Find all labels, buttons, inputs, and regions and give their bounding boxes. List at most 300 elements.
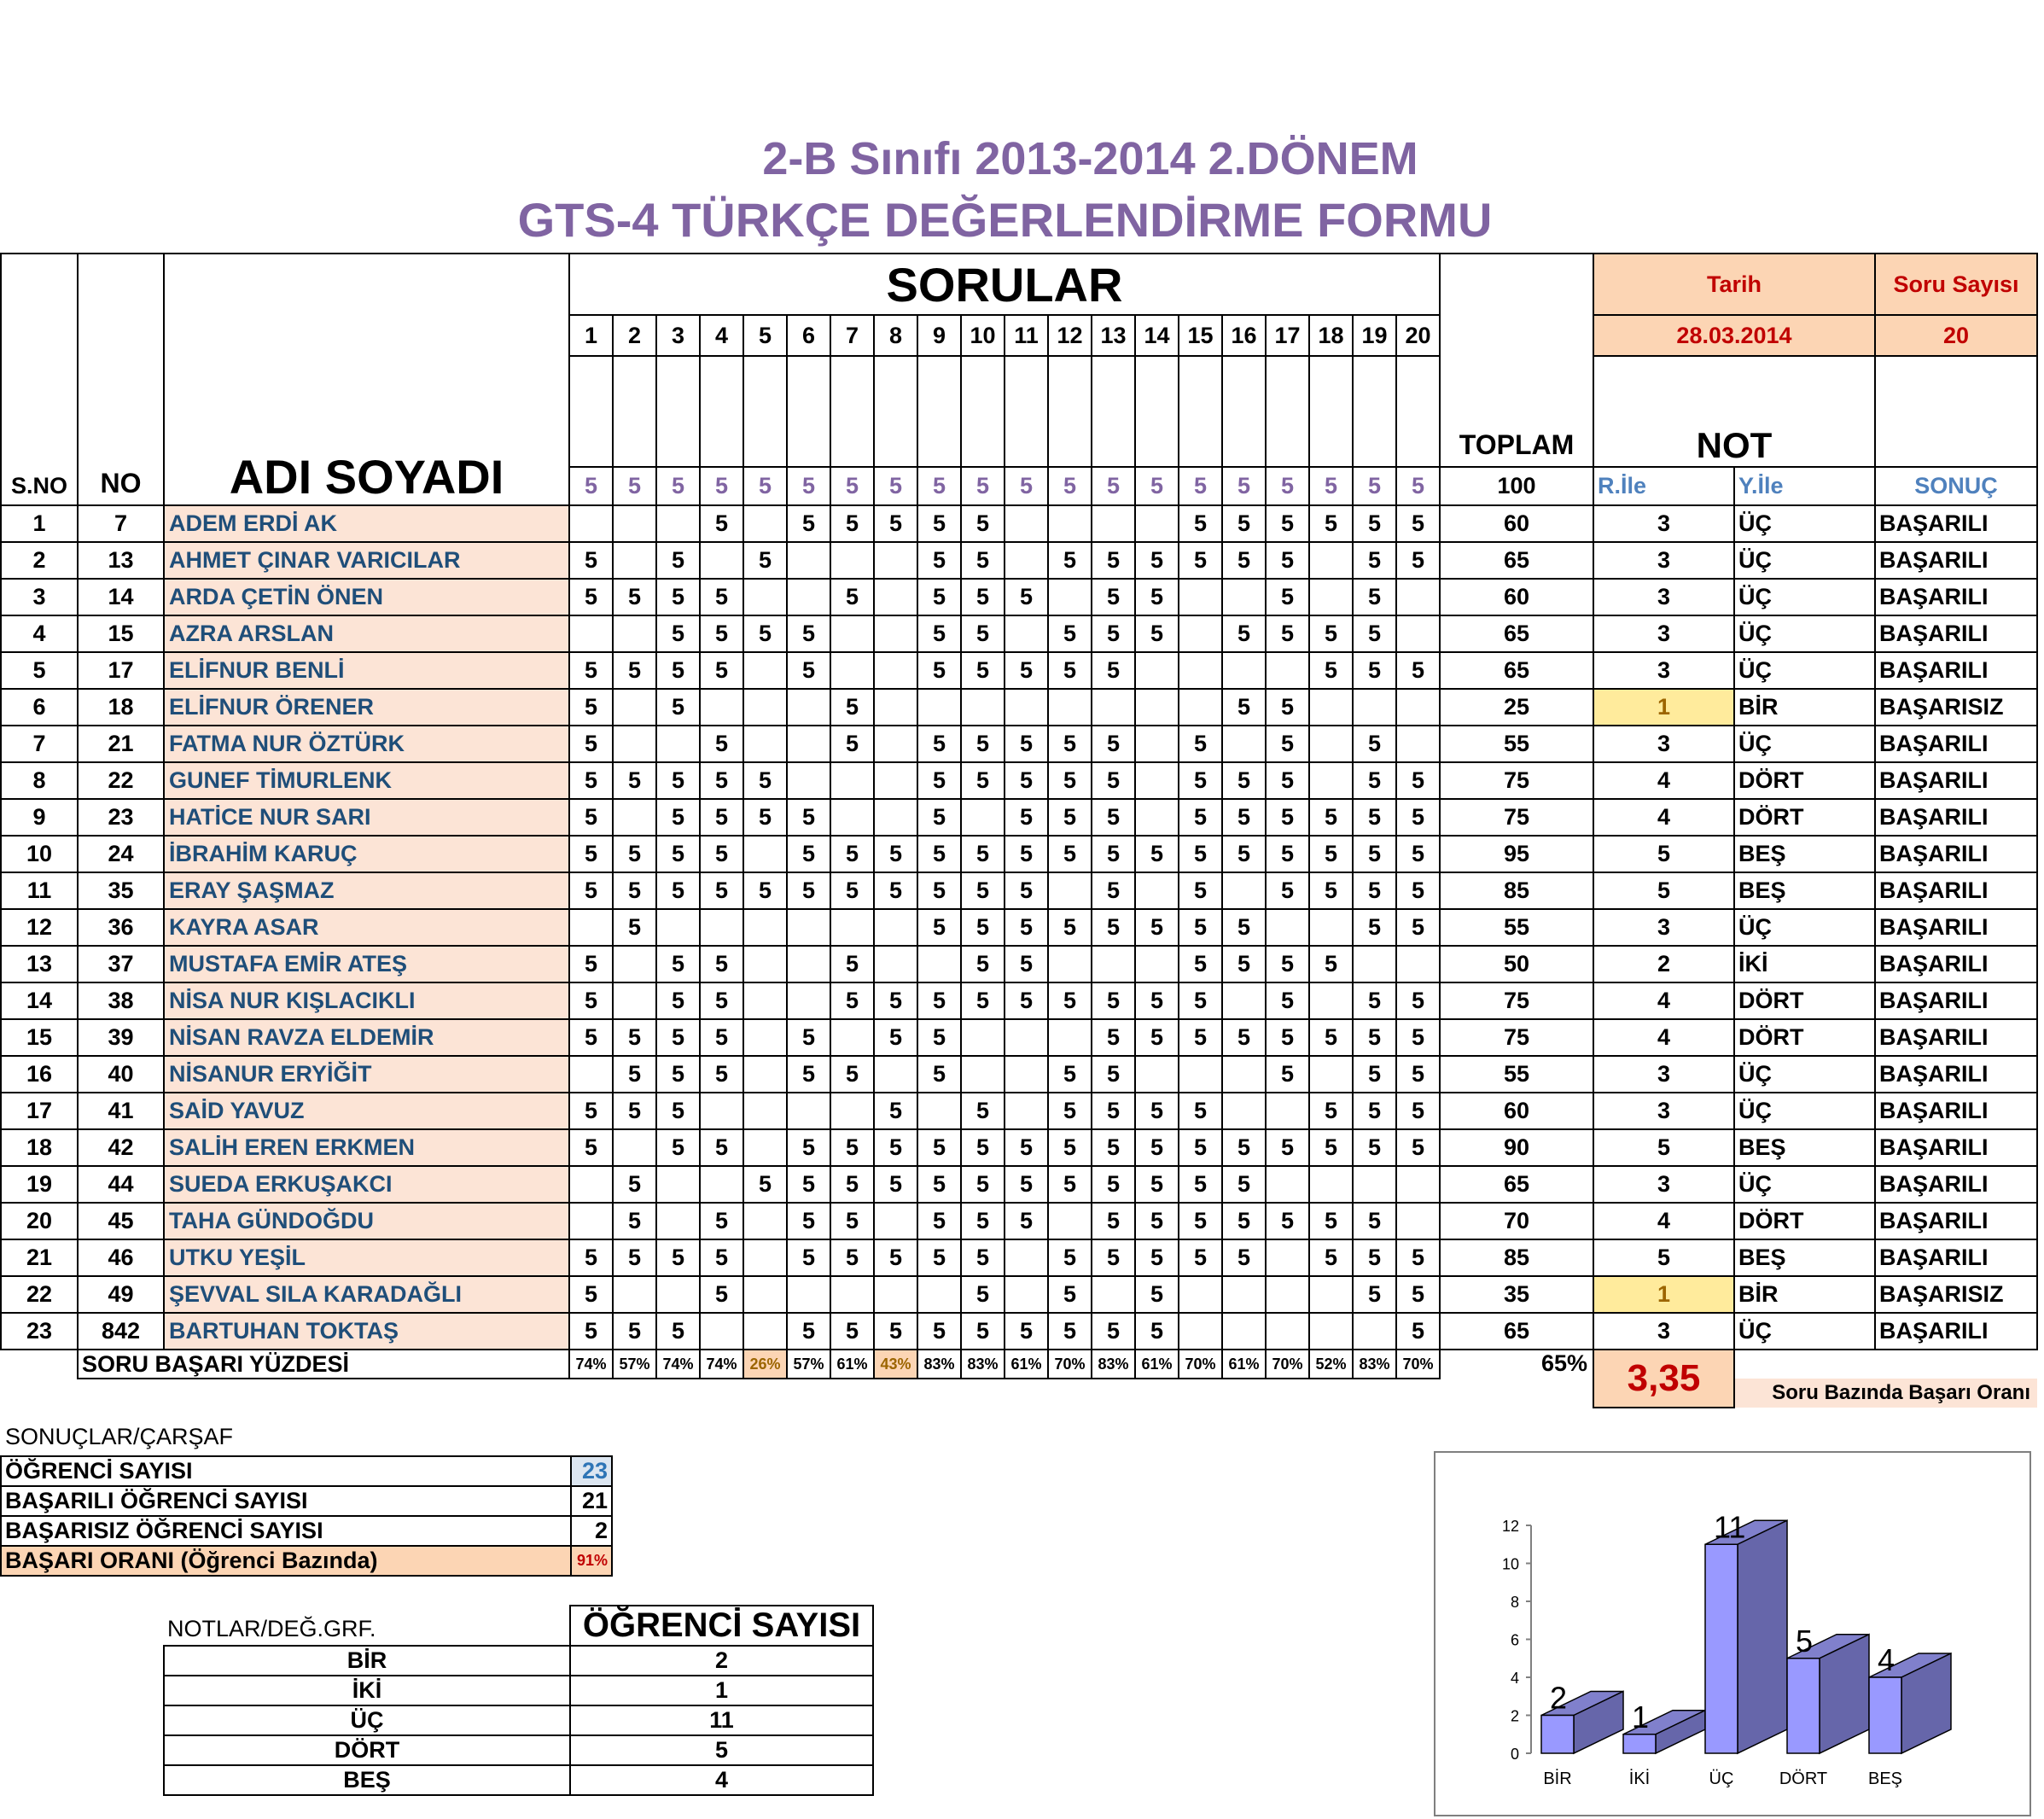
answer-cell — [1309, 579, 1353, 615]
student-grade: 3 — [1593, 652, 1734, 689]
student-result: BAŞARISIZ — [1875, 1276, 2037, 1313]
answer-cell: 5 — [1222, 1239, 1266, 1276]
answer-cell: 5 — [874, 1129, 917, 1166]
answer-cell: 5 — [1222, 689, 1266, 726]
answer-cell — [961, 1056, 1005, 1093]
answer-cell — [874, 726, 917, 762]
answer-cell: 5 — [1396, 872, 1440, 909]
answer-cell — [874, 579, 917, 615]
student-no: 49 — [78, 1276, 164, 1313]
question-number: 15 — [1179, 315, 1222, 356]
student-row — [1, 726, 2037, 762]
answer-cell: 5 — [917, 799, 961, 836]
student-grade: 3 — [1593, 909, 1734, 946]
answer-cell: 5 — [1135, 542, 1179, 579]
question-number: 11 — [1005, 315, 1048, 356]
answer-cell: 5 — [569, 799, 613, 836]
question-blank-cell — [830, 356, 874, 467]
answer-cell — [787, 579, 830, 615]
answer-cell: 5 — [613, 1093, 656, 1129]
question-blank-cell — [1048, 356, 1092, 467]
bar-value-label: 11 — [1714, 1509, 1746, 1545]
answer-cell: 5 — [1222, 909, 1266, 946]
page-subtitle: GTS-4 TÜRKÇE DEĞERLENDİRME FORMU — [517, 193, 1493, 247]
student-no: 46 — [78, 1239, 164, 1276]
answer-cell: 5 — [787, 799, 830, 836]
student-result: BAŞARILI — [1875, 1129, 2037, 1166]
answer-cell: 5 — [874, 1093, 917, 1129]
answer-cell: 5 — [830, 1056, 874, 1093]
student-sno: 1 — [1, 505, 78, 542]
grades-count-header: ÖĞRENCİ SAYISI — [570, 1606, 873, 1646]
student-row — [1, 1093, 2037, 1129]
answer-cell: 5 — [1092, 579, 1135, 615]
student-sno: 23 — [1, 1313, 78, 1350]
student-row — [1, 689, 2037, 726]
answer-cell — [700, 1166, 743, 1203]
answer-cell — [1179, 689, 1222, 726]
answer-cell — [1005, 615, 1048, 652]
answer-cell — [1048, 579, 1092, 615]
student-result: BAŞARISIZ — [1875, 689, 2037, 726]
student-grade-text: ÜÇ — [1734, 726, 1875, 762]
x-category-label: ÜÇ — [1709, 1769, 1734, 1788]
answer-cell: 5 — [917, 505, 961, 542]
answer-cell: 5 — [743, 872, 787, 909]
answer-cell — [569, 505, 613, 542]
answer-cell: 5 — [917, 615, 961, 652]
answer-cell — [874, 946, 917, 982]
answer-cell: 5 — [1179, 1166, 1222, 1203]
question-number: 17 — [1266, 315, 1309, 356]
question-blank-cell — [917, 356, 961, 467]
student-name: ARDA ÇETİN ÖNEN — [164, 579, 569, 615]
summary-row — [1, 1486, 612, 1516]
y-tick-label: 0 — [1510, 1746, 1519, 1763]
answer-cell: 5 — [656, 615, 700, 652]
answer-cell: 5 — [1222, 505, 1266, 542]
x-category-label: İKİ — [1628, 1769, 1651, 1788]
answer-cell — [743, 579, 787, 615]
answer-cell — [743, 726, 787, 762]
student-grade: 2 — [1593, 946, 1734, 982]
answer-cell — [1135, 652, 1179, 689]
student-sno: 12 — [1, 909, 78, 946]
answer-cell: 5 — [1353, 836, 1396, 872]
answer-cell: 5 — [743, 615, 787, 652]
answer-cell: 5 — [1222, 946, 1266, 982]
summary-heading: SONUÇLAR/ÇARŞAF — [5, 1424, 234, 1449]
answer-cell — [1309, 909, 1353, 946]
answer-cell: 5 — [1353, 762, 1396, 799]
answer-cell: 5 — [613, 909, 656, 946]
answer-cell — [1048, 1203, 1092, 1239]
question-count-value: 20 — [1875, 315, 2037, 356]
student-grade-text: ÜÇ — [1734, 505, 1875, 542]
answer-cell — [874, 1056, 917, 1093]
answer-cell: 5 — [961, 1093, 1005, 1129]
answer-cell: 5 — [787, 1129, 830, 1166]
question-number: 1 — [569, 315, 613, 356]
answer-cell — [569, 615, 613, 652]
question-success-percent: 70% — [1179, 1350, 1222, 1379]
student-name: MUSTAFA EMİR ATEŞ — [164, 946, 569, 982]
answer-cell — [1266, 1166, 1309, 1203]
answer-cell: 5 — [569, 982, 613, 1019]
student-total: 95 — [1440, 836, 1593, 872]
student-grade-text: ÜÇ — [1734, 909, 1875, 946]
grade-number-header: R.İle — [1593, 467, 1734, 505]
answer-cell — [1135, 689, 1179, 726]
answer-cell: 5 — [613, 1166, 656, 1203]
answer-cell — [1266, 909, 1309, 946]
answer-cell: 5 — [961, 836, 1005, 872]
answer-cell — [830, 799, 874, 836]
answer-cell: 5 — [1048, 836, 1092, 872]
student-sno: 7 — [1, 726, 78, 762]
answer-cell: 5 — [1353, 1276, 1396, 1313]
answer-cell: 5 — [1179, 799, 1222, 836]
answer-cell — [874, 1276, 917, 1313]
student-row — [1, 1203, 2037, 1239]
grade-count: 4 — [570, 1765, 873, 1795]
answer-cell: 5 — [1353, 1093, 1396, 1129]
answer-cell — [1222, 652, 1266, 689]
answer-cell: 5 — [1179, 836, 1222, 872]
answer-cell: 5 — [961, 1239, 1005, 1276]
answer-cell — [1222, 872, 1266, 909]
answer-cell — [1309, 1276, 1353, 1313]
student-sno: 17 — [1, 1093, 78, 1129]
answer-cell: 5 — [1005, 799, 1048, 836]
answer-cell: 5 — [569, 1129, 613, 1166]
student-name: TAHA GÜNDOĞDU — [164, 1203, 569, 1239]
question-point: 5 — [1048, 467, 1092, 505]
student-result: BAŞARILI — [1875, 762, 2037, 799]
answer-cell: 5 — [1179, 909, 1222, 946]
answer-cell: 5 — [1396, 799, 1440, 836]
answer-cell — [743, 689, 787, 726]
answer-cell: 5 — [569, 1093, 613, 1129]
answer-cell — [830, 1276, 874, 1313]
student-grade: 3 — [1593, 1093, 1734, 1129]
student-no: 40 — [78, 1056, 164, 1093]
question-number: 20 — [1396, 315, 1440, 356]
question-point: 5 — [1135, 467, 1179, 505]
student-grade-text: ÜÇ — [1734, 615, 1875, 652]
y-tick-label: 4 — [1510, 1670, 1519, 1687]
student-name: GUNEF TİMURLENK — [164, 762, 569, 799]
answer-cell: 5 — [656, 1019, 700, 1056]
student-total: 75 — [1440, 762, 1593, 799]
student-grade-text: BİR — [1734, 1276, 1875, 1313]
student-sno: 9 — [1, 799, 78, 836]
grade-text-header: Y.İle — [1734, 467, 1875, 505]
question-success-percent: 57% — [787, 1350, 830, 1379]
bar — [1623, 1734, 1656, 1753]
answer-cell: 5 — [569, 579, 613, 615]
student-sno: 19 — [1, 1166, 78, 1203]
y-tick-label: 6 — [1510, 1631, 1519, 1649]
answer-cell: 5 — [1353, 1129, 1396, 1166]
answer-cell — [613, 946, 656, 982]
answer-cell — [1309, 982, 1353, 1019]
answer-cell: 5 — [743, 1166, 787, 1203]
answer-cell: 5 — [700, 1056, 743, 1093]
answer-cell — [1309, 1056, 1353, 1093]
answer-cell — [1135, 1056, 1179, 1093]
answer-cell — [1353, 1313, 1396, 1350]
student-sno: 4 — [1, 615, 78, 652]
answer-cell — [917, 689, 961, 726]
answer-cell — [787, 542, 830, 579]
student-result: BAŞARILI — [1875, 579, 2037, 615]
answer-cell: 5 — [656, 836, 700, 872]
answer-cell: 5 — [656, 946, 700, 982]
question-number: 10 — [961, 315, 1005, 356]
answer-cell: 5 — [569, 542, 613, 579]
student-sno: 16 — [1, 1056, 78, 1093]
answer-cell: 5 — [700, 505, 743, 542]
question-rate-label: Soru Bazında Başarı Oranı — [1734, 1379, 2037, 1408]
answer-cell — [1396, 946, 1440, 982]
student-sno: 2 — [1, 542, 78, 579]
answer-cell: 5 — [569, 689, 613, 726]
answer-cell: 5 — [1005, 726, 1048, 762]
student-name: SALİH EREN ERKMEN — [164, 1129, 569, 1166]
grade-label: BİR — [164, 1646, 570, 1676]
answer-cell — [1135, 762, 1179, 799]
student-row — [1, 1239, 2037, 1276]
summary-value: 2 — [571, 1516, 612, 1546]
question-blank-cell — [787, 356, 830, 467]
question-point: 5 — [1309, 467, 1353, 505]
answer-cell: 5 — [1179, 982, 1222, 1019]
answer-cell — [1309, 1313, 1353, 1350]
answer-cell — [830, 1019, 874, 1056]
answer-cell: 5 — [1092, 1019, 1135, 1056]
student-sno: 8 — [1, 762, 78, 799]
answer-cell — [1135, 872, 1179, 909]
y-tick-label: 12 — [1501, 1518, 1519, 1535]
success-percent-row — [1, 1350, 2037, 1379]
student-total: 75 — [1440, 982, 1593, 1019]
answer-cell: 5 — [656, 1313, 700, 1350]
answer-cell — [656, 505, 700, 542]
student-name: ELİFNUR ÖRENER — [164, 689, 569, 726]
answer-cell: 5 — [917, 1313, 961, 1350]
answer-cell: 5 — [787, 872, 830, 909]
answer-cell — [874, 762, 917, 799]
student-grade-text: ÜÇ — [1734, 579, 1875, 615]
student-row — [1, 762, 2037, 799]
answer-cell: 5 — [613, 1239, 656, 1276]
student-grade: 3 — [1593, 505, 1734, 542]
bar — [1787, 1659, 1820, 1753]
question-number: 4 — [700, 315, 743, 356]
student-row — [1, 1056, 2037, 1093]
answer-cell: 5 — [1092, 836, 1135, 872]
summary-label: BAŞARI ORANI (Öğrenci Bazında) — [1, 1546, 571, 1576]
answer-cell — [656, 1166, 700, 1203]
answer-cell: 5 — [656, 982, 700, 1019]
student-grade: 3 — [1593, 579, 1734, 615]
answer-cell: 5 — [917, 909, 961, 946]
student-grade: 1 — [1593, 689, 1734, 726]
student-no: 842 — [78, 1313, 164, 1350]
answer-cell: 5 — [1092, 1056, 1135, 1093]
answer-cell — [1309, 762, 1353, 799]
answer-cell — [874, 1203, 917, 1239]
answer-cell: 5 — [743, 762, 787, 799]
answer-cell — [613, 1129, 656, 1166]
answer-cell: 5 — [700, 652, 743, 689]
question-point: 5 — [1179, 467, 1222, 505]
answer-cell: 5 — [917, 1166, 961, 1203]
answer-cell: 5 — [830, 1203, 874, 1239]
answer-cell: 5 — [1005, 579, 1048, 615]
answer-cell: 5 — [1309, 1239, 1353, 1276]
answer-cell: 5 — [1353, 579, 1396, 615]
answer-cell — [613, 689, 656, 726]
answer-cell: 5 — [830, 505, 874, 542]
answer-cell — [1222, 726, 1266, 762]
question-blank-cell — [1266, 356, 1309, 467]
question-point: 5 — [743, 467, 787, 505]
student-row — [1, 542, 2037, 579]
question-success-percent: 83% — [1353, 1350, 1396, 1379]
question-number: 6 — [787, 315, 830, 356]
answer-cell: 5 — [917, 872, 961, 909]
answer-cell: 5 — [613, 579, 656, 615]
question-number: 19 — [1353, 315, 1396, 356]
question-success-percent: 61% — [1135, 1350, 1179, 1379]
student-name: UTKU YEŞİL — [164, 1239, 569, 1276]
answer-cell: 5 — [961, 615, 1005, 652]
y-tick-label: 10 — [1501, 1555, 1519, 1573]
answer-cell: 5 — [1179, 726, 1222, 762]
answer-cell — [1092, 505, 1135, 542]
question-number: 5 — [743, 315, 787, 356]
answer-cell: 5 — [1353, 652, 1396, 689]
student-name: AHMET ÇINAR VARICILAR — [164, 542, 569, 579]
grade-label: ÜÇ — [164, 1705, 570, 1735]
answer-cell: 5 — [700, 982, 743, 1019]
question-point: 5 — [830, 467, 874, 505]
question-blank-cell — [1005, 356, 1048, 467]
answer-cell: 5 — [961, 579, 1005, 615]
answer-cell: 5 — [700, 799, 743, 836]
student-result: BAŞARILI — [1875, 909, 2037, 946]
student-name: ELİFNUR BENLİ — [164, 652, 569, 689]
bar-value-label: 2 — [1550, 1680, 1568, 1716]
answer-cell: 5 — [1266, 542, 1309, 579]
question-success-percent: 70% — [1396, 1350, 1440, 1379]
answer-cell — [874, 542, 917, 579]
question-point: 5 — [1396, 467, 1440, 505]
answer-cell — [961, 1019, 1005, 1056]
answer-cell: 5 — [787, 1019, 830, 1056]
answer-cell — [787, 726, 830, 762]
answer-cell: 5 — [1309, 836, 1353, 872]
answer-cell — [1353, 1166, 1396, 1203]
answer-cell: 5 — [1048, 1313, 1092, 1350]
question-success-percent: 83% — [1092, 1350, 1135, 1379]
answer-cell — [613, 982, 656, 1019]
answer-cell: 5 — [700, 946, 743, 982]
answer-cell: 5 — [830, 982, 874, 1019]
student-row — [1, 615, 2037, 652]
question-number: 12 — [1048, 315, 1092, 356]
answer-cell: 5 — [917, 762, 961, 799]
answer-cell: 5 — [1005, 762, 1048, 799]
student-result: BAŞARILI — [1875, 946, 2037, 982]
answer-cell: 5 — [1135, 982, 1179, 1019]
question-blank-cell — [569, 356, 613, 467]
answer-cell: 5 — [1092, 1239, 1135, 1276]
student-total: 35 — [1440, 1276, 1593, 1313]
answer-cell — [743, 946, 787, 982]
answer-cell — [830, 909, 874, 946]
answer-cell: 5 — [569, 762, 613, 799]
summary-label: BAŞARISIZ ÖĞRENCİ SAYISI — [1, 1516, 571, 1546]
answer-cell — [1309, 1166, 1353, 1203]
answer-cell: 5 — [743, 542, 787, 579]
answer-cell: 5 — [787, 652, 830, 689]
answer-cell — [1092, 1276, 1135, 1313]
name-header: ADI SOYADI — [164, 254, 569, 505]
answer-cell: 5 — [1135, 579, 1179, 615]
answer-cell — [961, 689, 1005, 726]
answer-cell — [613, 1276, 656, 1313]
question-success-percent: 70% — [1266, 1350, 1309, 1379]
answer-cell — [874, 909, 917, 946]
student-name: NİSA NUR KIŞLACIKLI — [164, 982, 569, 1019]
answer-cell: 5 — [1396, 542, 1440, 579]
student-name: BARTUHAN TOKTAŞ — [164, 1313, 569, 1350]
student-result: BAŞARILI — [1875, 1019, 2037, 1056]
student-name: HATİCE NUR SARI — [164, 799, 569, 836]
answer-cell — [743, 505, 787, 542]
student-no: 24 — [78, 836, 164, 872]
student-name: AZRA ARSLAN — [164, 615, 569, 652]
answer-cell: 5 — [1135, 1129, 1179, 1166]
answer-cell: 5 — [656, 1093, 700, 1129]
answer-cell: 5 — [613, 1056, 656, 1093]
student-no: 45 — [78, 1203, 164, 1239]
bar — [1869, 1677, 1901, 1753]
student-total: 85 — [1440, 1239, 1593, 1276]
answer-cell: 5 — [787, 615, 830, 652]
answer-cell: 5 — [1135, 1239, 1179, 1276]
answer-cell: 5 — [1353, 542, 1396, 579]
answer-cell — [874, 689, 917, 726]
answer-cell: 5 — [1266, 505, 1309, 542]
question-success-percent: 61% — [830, 1350, 874, 1379]
answer-cell — [830, 615, 874, 652]
grade-label: İKİ — [164, 1676, 570, 1705]
answer-cell — [700, 689, 743, 726]
answer-cell: 5 — [1092, 762, 1135, 799]
student-grade: 3 — [1593, 542, 1734, 579]
answer-cell: 5 — [1353, 1203, 1396, 1239]
question-success-percent: 43% — [874, 1350, 917, 1379]
answer-cell: 5 — [1092, 982, 1135, 1019]
answer-cell: 5 — [569, 1276, 613, 1313]
answer-cell: 5 — [1048, 909, 1092, 946]
answer-cell: 5 — [1048, 799, 1092, 836]
answer-cell: 5 — [787, 1203, 830, 1239]
